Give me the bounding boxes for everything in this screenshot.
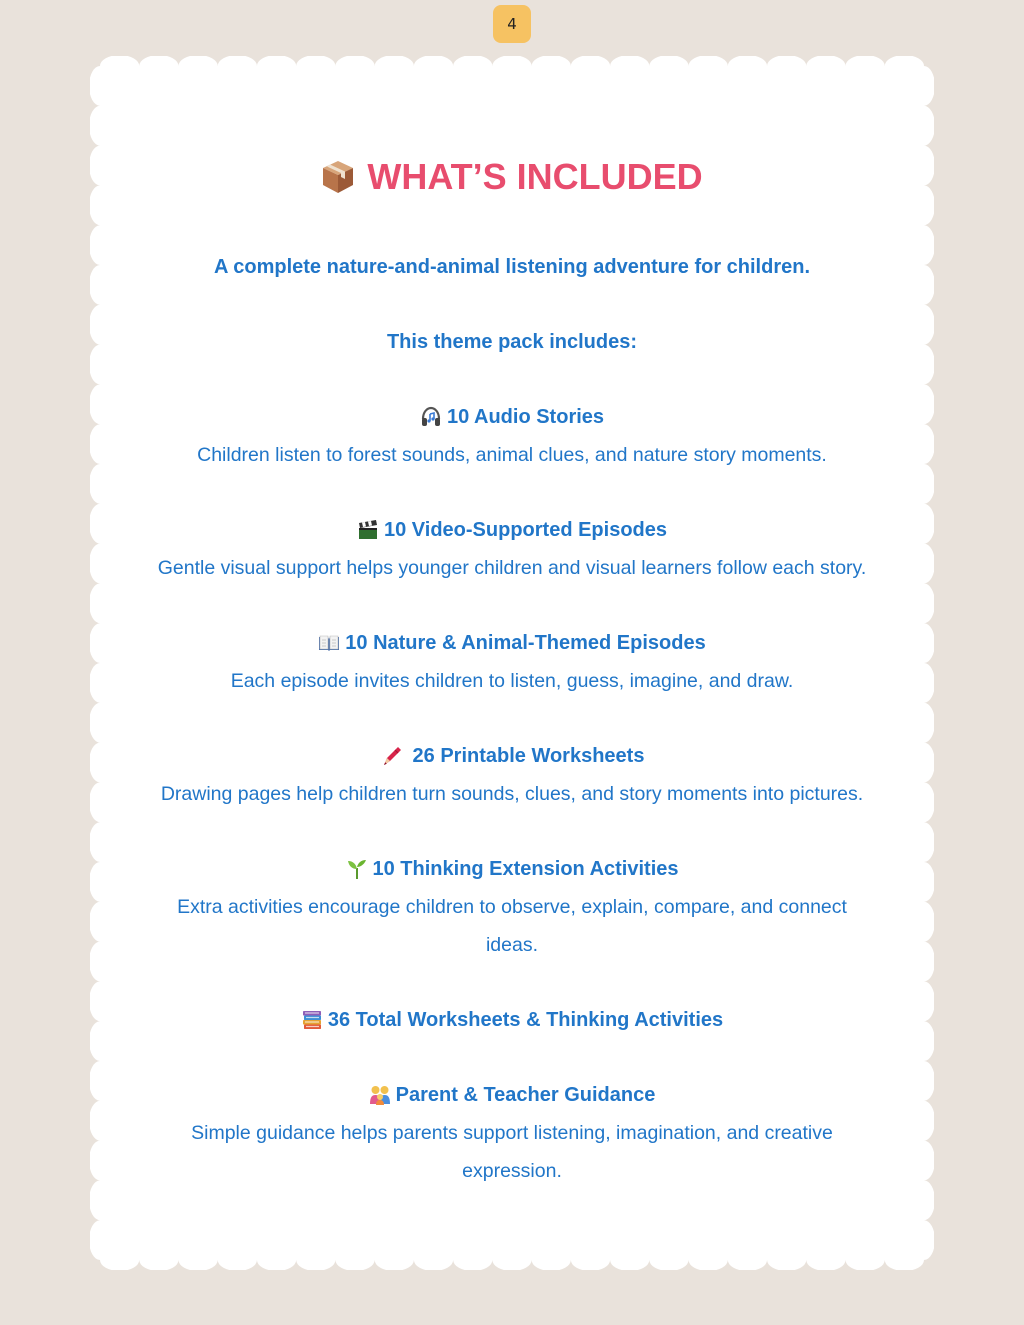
- item-desc-thinking-activities-line-1: Extra activities encourage children to observe, explain, compare, and connect: [177, 896, 847, 918]
- item-desc-audio-stories: Children listen to forest sounds, animal clues, and nature story moments.: [197, 444, 827, 466]
- item-heading-thinking-activities: 10 Thinking Extension Activities: [90, 850, 934, 888]
- open-book-icon: [318, 632, 340, 654]
- content-card: [90, 56, 934, 1270]
- package-icon: [321, 159, 355, 195]
- item-heading-total-worksheets: 36 Total Worksheets & Thinking Activities: [90, 1001, 934, 1039]
- item-desc-guidance-line-2: expression.: [462, 1160, 562, 1182]
- crayon-icon: [380, 745, 402, 767]
- includes-heading: This theme pack includes:: [386, 331, 638, 353]
- intro-text: A complete nature-and-animal listening adventure for children.: [213, 256, 811, 278]
- clapperboard-icon: [357, 519, 379, 541]
- item-heading-guidance: Parent & Teacher Guidance: [90, 1076, 934, 1114]
- item-heading-audio-stories: 10 Audio Stories: [90, 398, 934, 436]
- books-icon: [301, 1009, 323, 1031]
- item-desc-thinking-activities-line-2: ideas.: [485, 934, 539, 956]
- item-heading-video-episodes: 10 Video-Supported Episodes: [90, 511, 934, 549]
- seedling-icon: [346, 858, 368, 880]
- item-desc-guidance-line-1: Simple guidance helps parents support listening, imagination, and creative: [191, 1122, 833, 1144]
- item-desc-video-episodes: Gentle visual support helps younger children and visual learners follow each story.: [157, 557, 867, 579]
- item-heading-nature-episodes: 10 Nature & Animal-Themed Episodes: [90, 624, 934, 662]
- family-icon: [369, 1084, 391, 1106]
- item-heading-worksheets: 26 Printable Worksheets: [90, 737, 934, 775]
- item-desc-nature-episodes: Each episode invites children to listen, guess, imagine, and draw.: [230, 670, 794, 692]
- item-desc-worksheets: Drawing pages help children turn sounds, clues, and story moments into pictures.: [160, 783, 864, 805]
- page-number: 4: [507, 15, 517, 33]
- headphones-icon: [420, 406, 442, 428]
- page-number-badge: [493, 5, 531, 43]
- page-title-text: WHAT’S INCLUDED: [367, 156, 703, 197]
- page-title: [90, 154, 934, 200]
